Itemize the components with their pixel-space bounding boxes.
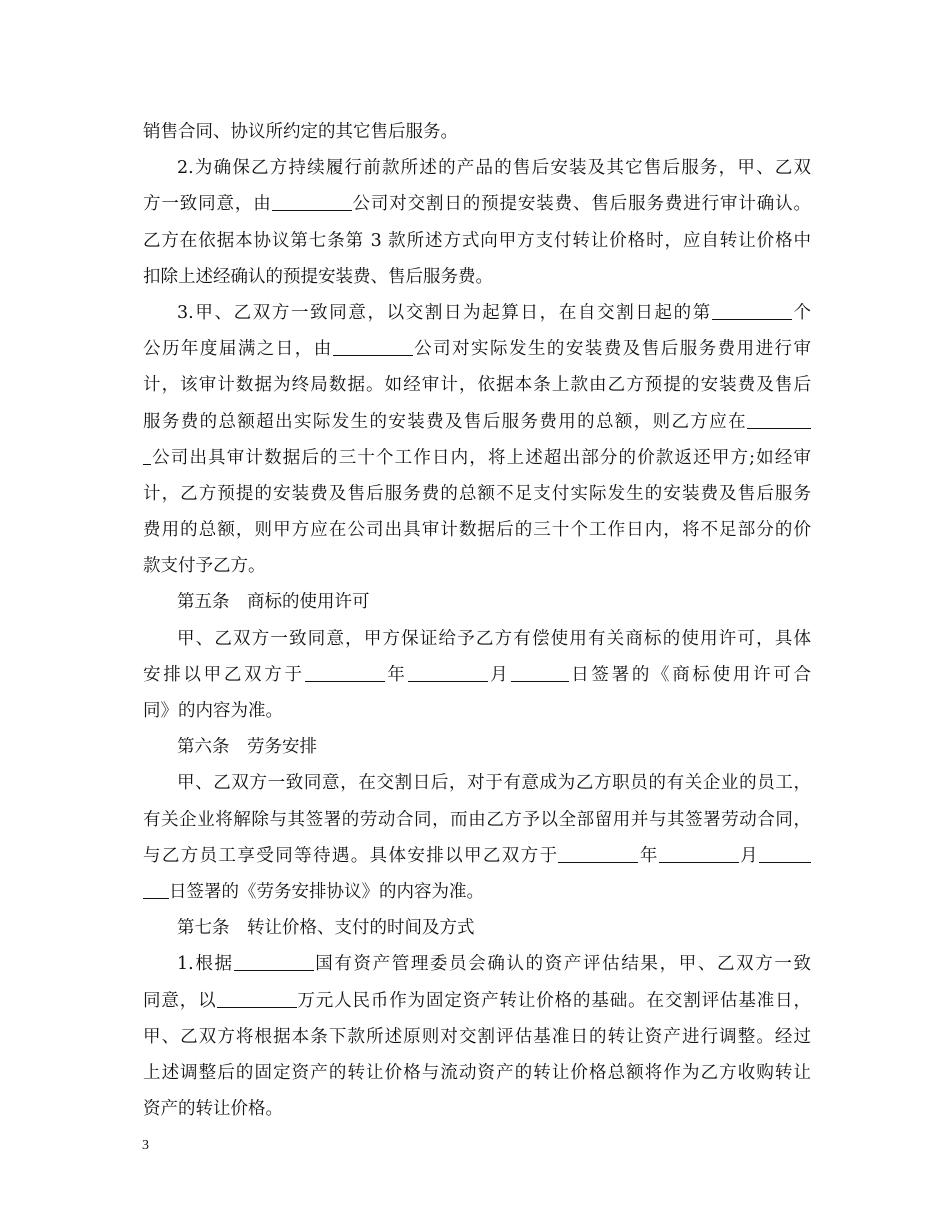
fill-in-blank[interactable] — [143, 880, 169, 899]
fill-in-blank[interactable] — [558, 844, 638, 863]
text-line: 甲、乙双方将根据本条下款所述原则对交割评估基准日的转让资产进行调整。经过 — [143, 1026, 811, 1047]
section-heading: 第七条 转让价格、支付的时间及方式 — [177, 918, 475, 939]
fill-in-blank[interactable] — [511, 663, 569, 682]
fill-in-blank[interactable] — [759, 844, 811, 863]
text-line: 日签署的《劳务安排协议》的内容为准。 — [143, 874, 811, 910]
text-line: 2.为确保乙方持续履行前款所述的产品的售后安装及其它售后服务，甲、乙双 — [177, 158, 811, 179]
text-line: 公司出具审计数据后的三十个工作日内，将上述超出部分的价款返还甲方;如经审 — [143, 440, 811, 476]
text-line: 销售合同、协议所约定的其它售后服务。 — [143, 122, 458, 142]
section-heading: 第六条 劳务安排 — [177, 737, 317, 758]
text-line: 3.甲、乙双方一致同意，以交割日为起算日，在自交割日起的第 个 — [177, 302, 812, 323]
fill-in-blank[interactable] — [659, 844, 739, 863]
text-line: 款支付予乙方。 — [143, 556, 266, 577]
text-line: 资产的转让价格。 — [143, 1099, 283, 1120]
text-line: 同意，以 万元人民币作为固定资产转让价格的基础。在交割评估基准日， — [143, 990, 811, 1011]
section-heading: 第五条 商标的使用许可 — [177, 592, 370, 613]
text-line: 服务费的总额超出实际发生的安装费及售后服务费用的总额，则乙方应在 — [143, 404, 811, 440]
fill-in-blank[interactable] — [747, 410, 811, 429]
text-line: 1.根据 国有资产管理委员会确认的资产评估结果，甲、乙双方一致 — [177, 954, 811, 975]
text-line: 同》的内容为准。 — [143, 701, 283, 721]
text-line: 计，乙方预提的安装费及售后服务费的总额不足支付实际发生的安装费及售后服务 — [143, 483, 811, 504]
fill-in-blank[interactable] — [272, 192, 352, 211]
text-line: 上述调整后的固定资产的转让价格与流动资产的转让价格总额将作为乙方收购转让 — [143, 1062, 811, 1083]
text-line: 费用的总额，则甲方应在公司出具审计数据后的三十个工作日内，将不足部分的价 — [143, 520, 811, 541]
text-line: 有关企业将解除与其签署的劳动合同，而由乙方予以全部留用并与其签署劳动合同， — [143, 809, 811, 830]
text-line: 扣除上述经确认的预提安装费、售后服务费。 — [143, 266, 493, 287]
fill-in-blank[interactable] — [408, 663, 488, 682]
text-line: 方一致同意，由 公司对交割日的预提安装费、售后服务费进行审计确认。 — [143, 194, 811, 215]
page-number: 3 — [142, 1138, 149, 1153]
fill-in-blank[interactable] — [217, 989, 297, 1008]
text-line: 与乙方员工享受同等待遇。具体安排以甲乙双方于 年 月 — [143, 838, 811, 874]
fill-in-blank[interactable] — [712, 301, 792, 320]
text-line: 计，该审计数据为终局数据。如经审计，依据本条上款由乙方预提的安装费及售后 — [143, 375, 811, 396]
text-line: 甲、乙双方一致同意，甲方保证给予乙方有偿使用有关商标的使用许可，具体 — [177, 628, 811, 649]
text-line: 乙方在依据本协议第七条第 3 款所述方式向甲方支付转让价格时，应自转让价格中 — [143, 230, 811, 251]
text-line: 安排以甲乙双方于 年 月 日签署的《商标使用许可合 — [143, 664, 812, 685]
text-line: 甲、乙双方一致同意，在交割日后，对于有意成为乙方职员的有关企业的员工， — [177, 773, 811, 794]
document-body — [143, 114, 811, 1127]
fill-in-blank[interactable] — [305, 663, 385, 682]
fill-in-blank[interactable] — [333, 337, 413, 356]
fill-in-blank[interactable] — [143, 446, 151, 465]
text-line: 公历年度届满之日，由 公司对实际发生的安装费及售后服务费用进行审 — [143, 339, 812, 360]
fill-in-blank[interactable] — [234, 952, 314, 971]
